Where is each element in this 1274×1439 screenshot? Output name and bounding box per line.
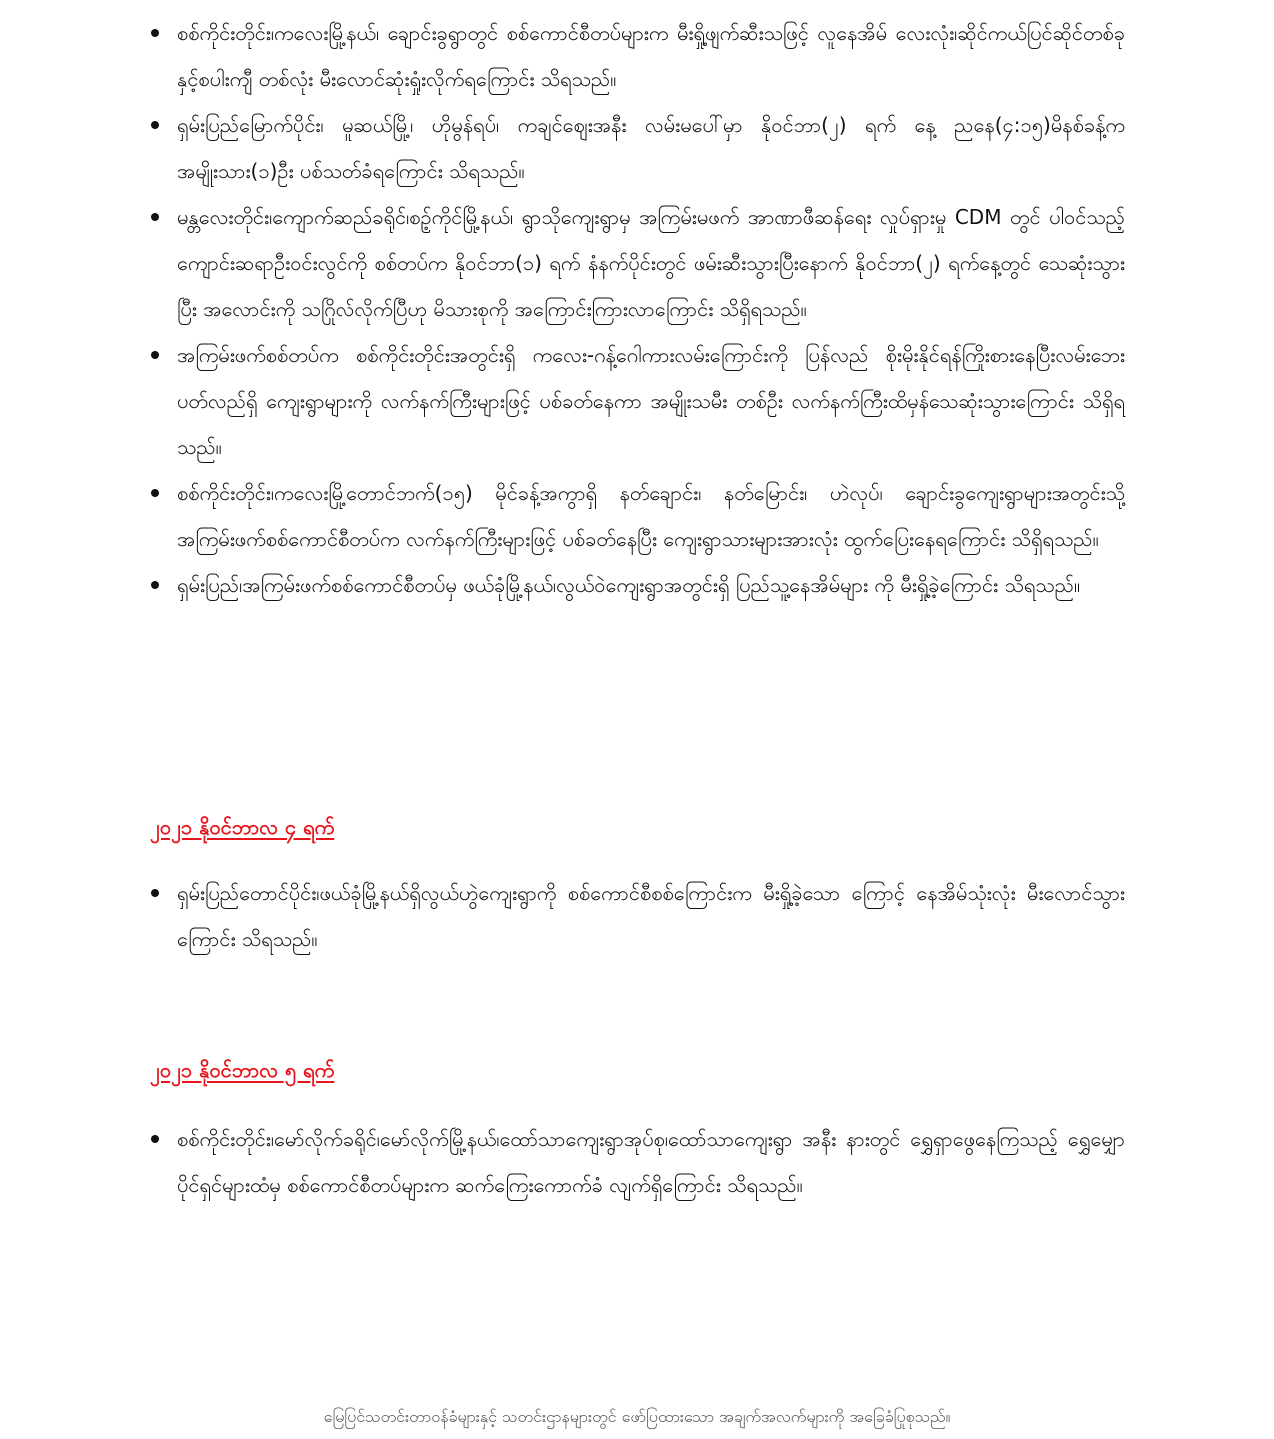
bullet-icon (151, 213, 159, 221)
bullet-icon (151, 121, 159, 129)
list-item-text: ရှမ်းပြည်မြောက်ပိုင်း၊ မူဆယ်မြို့၊ ဟိုမွန်ရပ်၊ ကချင်ဈေးအနီး လမ်းမပေါ်မှာ နိုဝင်ဘာ(၂) ရက် နေ့ ညနေ(၄:၁၅)မိနစ်ခန့်က အမျိုးသား(၁)ဦး ပစ်သတ်ခံရကြောင်း သိရသည်။ (177, 113, 1125, 183)
bullet-list-top (150, 10, 1125, 608)
list-item-text: ရှမ်းပြည်တောင်ပိုင်း၊ဖယ်ခုံမြို့နယ်ရှိလွယ်ဟွဲကျေးရွာကို စစ်ကောင်စီစစ်ကြောင်းက မီးရှို့ခဲ့သော ကြောင့် နေအိမ်သုံးလုံး မီးလောင်သွားကြောင်း သိရသည်။ (177, 881, 1125, 951)
list-item (150, 332, 1125, 470)
list-item-text: အကြမ်းဖက်စစ်တပ်က စစ်ကိုင်းတိုင်းအတွင်းရှိ ကလေး-ဂန့်ဂေါကားလမ်းကြောင်းကို ပြန်လည် စိုးမိုးနိုင်ရန်ကြိုးစားနေပြီးလမ်းဘေးပတ်လည်ရှိ ကျေးရွာများကို လက်နက်ကြီးများဖြင့် ပစ်ခတ်နေကာ အမျိုးသမီး တစ်ဦး လက်နက်ကြီးထိမှန်သေဆုံးသွားကြောင်း သိရှိရသည်။ (177, 343, 1125, 459)
bullet-icon (151, 29, 159, 37)
list-item-text: မန္တလေးတိုင်း၊ကျောက်ဆည်ခရိုင်၊စဉ့်ကိုင်မြို့နယ်၊ ရွာသိုကျေးရွာမှ အကြမ်းမဖက် အာဏာဖီဆန်ရေး လှုပ်ရှားမှု CDM တွင် ပါဝင်သည့် ကျောင်းဆရာဦးဝင်းလွင်ကို စစ်တပ်က နိုဝင်ဘာ(၁) ရက် နံနက်ပိုင်းတွင် ဖမ်းဆီးသွားပြီးနောက် နိုဝင်ဘာ(၂) ရက်နေ့တွင် သေဆုံးသွားပြီး အလောင်းကို သဂြိုလ်လိုက်ပြီဟု မိသားစုကို အကြောင်းကြားလာကြောင်း သိရှိရသည်။ (177, 205, 1125, 321)
bullet-list-nov-5 (150, 1116, 1125, 1208)
list-item (150, 870, 1125, 962)
list-item-text: ရှမ်းပြည်၊အကြမ်းဖက်စစ်ကောင်စီတပ်မှ ဖယ်ခုံမြို့နယ်၊လွယ်ဝဲကျေးရွာအတွင်းရှိ ပြည်သူ့နေအိမ်များ ကို မီးရှို့ခဲ့ကြောင်း သိရသည်။ (177, 573, 1081, 597)
list-item (150, 562, 1125, 608)
bullet-icon (151, 489, 159, 497)
list-item-text: စစ်ကိုင်းတိုင်း၊ကလေးမြို့တောင်ဘက်(၁၅) မိုင်ခန့်အကွာရှိ နတ်ချောင်း၊ နတ်မြောင်း၊ ဟဲလုပ်၊ ချောင်းခွကျေးရွာများအတွင်းသို့ အကြမ်းဖက်စစ်ကောင်စီတပ်က လက်နက်ကြီးများဖြင့် ပစ်ခတ်နေပြီး ကျေးရွာသားများအားလုံး ထွက်ပြေးနေရကြောင်း သိရှိရသည်။ (177, 481, 1125, 551)
list-item (150, 102, 1125, 194)
bullet-icon (151, 351, 159, 359)
list-item (150, 1116, 1125, 1208)
list-item (150, 470, 1125, 562)
date-heading-nov-4: ၂၀၂၁ နိုဝင်ဘာလ ၄ ရက် (150, 815, 335, 839)
list-item-text: စစ်ကိုင်းတိုင်း၊မော်လိုက်ခရိုင်၊မော်လိုက်မြို့နယ်၊ထော်သာကျေးရွာအုပ်စု၊ထော်သာကျေးရွာ အနီး နားတွင် ရွှေရှာဖွေနေကြသည့် ရွှေမျှောပိုင်ရှင်များထံမှ စစ်ကောင်စီတပ်များက ဆက်ကြေးကောက်ခံ လျက်ရှိကြောင်း သိရသည်။ (177, 1127, 1125, 1197)
bullet-icon (151, 581, 159, 589)
bullet-icon (151, 1135, 159, 1143)
date-heading-nov-5: ၂၀၂၁ နိုဝင်ဘာလ ၅ ရက် (150, 1058, 335, 1082)
list-item (150, 194, 1125, 332)
page-footer: မြေပြင်သတင်းတာဝန်ခံများနှင့် သတင်းဌာနများတွင် ဖော်ပြထားသော အချက်အလက်များကို အခြေခံပြုစုသည်။ (323, 1407, 951, 1426)
list-item-text: စစ်ကိုင်းတိုင်း၊ကလေးမြို့နယ်၊ ချောင်းခွရွာတွင် စစ်ကောင်စီတပ်များက မီးရှို့ဖျက်ဆီးသဖြင့် လူနေအိမ် လေးလုံး၊ဆိုင်ကယ်ပြင်ဆိုင်တစ်ခုနှင့်စပါးကျီ တစ်လုံး မီးလောင်ဆုံးရှုံးလိုက်ရကြောင်း သိရသည်။ (177, 21, 1125, 91)
list-item (150, 10, 1125, 102)
bullet-icon (151, 889, 159, 897)
bullet-list-nov-4 (150, 870, 1125, 962)
